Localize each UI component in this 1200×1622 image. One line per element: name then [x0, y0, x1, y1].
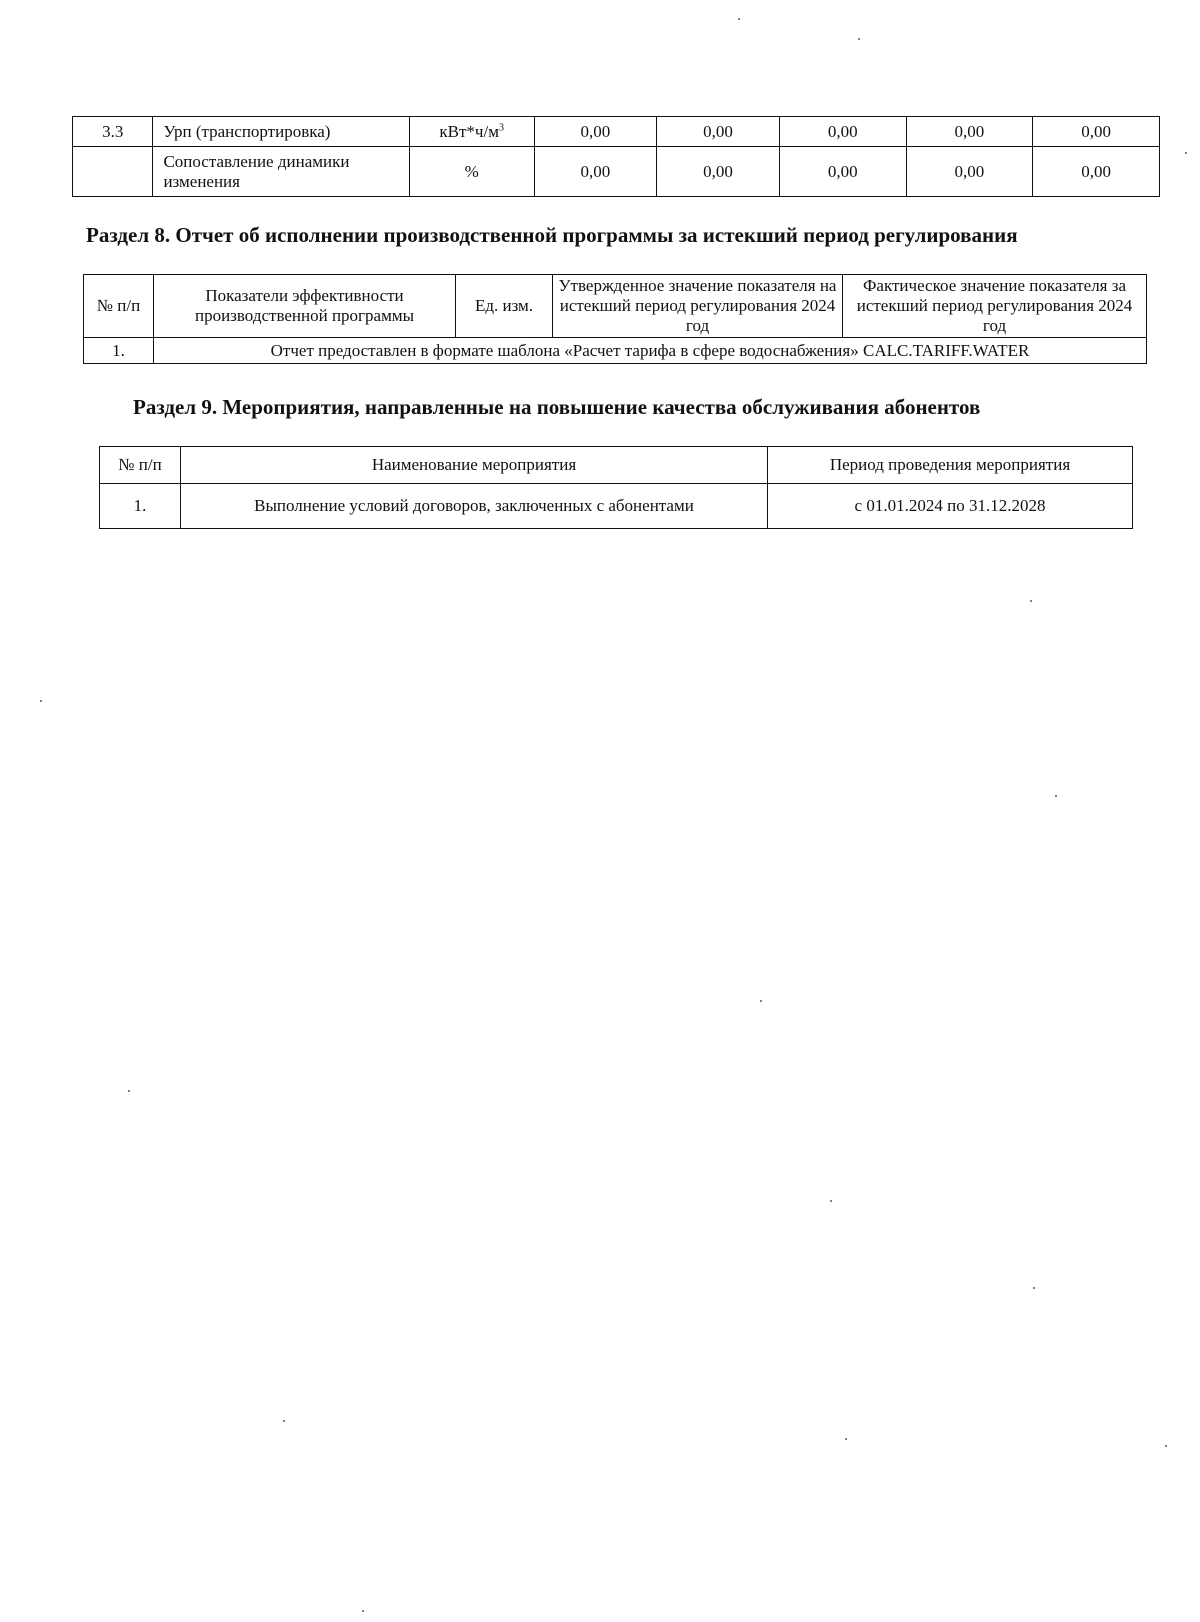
scan-speck — [362, 1610, 364, 1612]
section9-table — [99, 446, 1133, 529]
row-value: 0,00 — [779, 117, 906, 147]
scan-speck — [760, 1000, 762, 1002]
row-period: с 01.01.2024 по 31.12.2028 — [768, 484, 1133, 529]
row-value: 0,00 — [1033, 147, 1160, 197]
row-text: Отчет предоставлен в формате шаблона «Расчет тарифа в сфере водоснабжения» CALC.TARIFF.WATER — [154, 338, 1147, 364]
table-header-row — [100, 447, 1133, 484]
table-row — [100, 484, 1133, 529]
row-number: 3.3 — [73, 117, 153, 147]
scan-speck — [283, 1420, 285, 1422]
row-number: 1. — [100, 484, 181, 529]
header-unit: Ед. изм. — [456, 275, 553, 338]
scan-speck — [1185, 152, 1187, 154]
section9-title: Раздел 9. Мероприятия, направленные на повышение качества обслуживания абонентов — [133, 395, 981, 419]
table-header-row — [84, 275, 1147, 338]
row-name: Урп (транспортировка) — [153, 117, 409, 147]
row-value: 0,00 — [1033, 117, 1160, 147]
header-num: № п/п — [84, 275, 154, 338]
header-num: № п/п — [100, 447, 181, 484]
scan-speck — [1055, 795, 1057, 797]
row-name: Выполнение условий договоров, заключенных с абонентами — [181, 484, 768, 529]
header-approved: Утвержденное значение показателя на истекший период регулирования 2024 год — [553, 275, 843, 338]
row-number: 1. — [84, 338, 154, 364]
scan-speck — [40, 700, 42, 702]
header-indicators: Показатели эффективности производственной программы — [154, 275, 456, 338]
scan-speck — [830, 1200, 832, 1202]
table-row — [73, 147, 1160, 197]
row-value: 0,00 — [534, 117, 657, 147]
row-unit: $кВт*ч/м^3$ — [409, 117, 534, 147]
section8-title: Раздел 8. Отчет об исполнении производственной программы за истекший период регулирования — [86, 223, 1018, 247]
row-value: 0,00 — [906, 147, 1033, 197]
row-value: 0,00 — [657, 117, 780, 147]
row-value: 0,00 — [657, 147, 780, 197]
table-row — [73, 117, 1160, 147]
table-row — [84, 338, 1147, 364]
header-period: Период проведения мероприятия — [768, 447, 1133, 484]
row-value: 0,00 — [906, 117, 1033, 147]
row-value: 0,00 — [534, 147, 657, 197]
row-value: 0,00 — [779, 147, 906, 197]
scan-speck — [858, 38, 860, 40]
section8-table — [83, 274, 1147, 364]
header-name: Наименование мероприятия — [181, 447, 768, 484]
scan-speck — [738, 18, 740, 20]
row-number — [73, 147, 153, 197]
scan-speck — [1033, 1287, 1035, 1289]
energy-table — [72, 116, 1160, 197]
scan-speck — [1165, 1445, 1167, 1447]
header-actual: Фактическое значение показателя за истекший период регулирования 2024 год — [843, 275, 1147, 338]
row-name: Сопоставление динамики изменения — [153, 147, 409, 197]
scan-speck — [845, 1438, 847, 1440]
scan-speck — [1030, 600, 1032, 602]
scan-speck — [128, 1090, 130, 1092]
row-unit: % — [409, 147, 534, 197]
